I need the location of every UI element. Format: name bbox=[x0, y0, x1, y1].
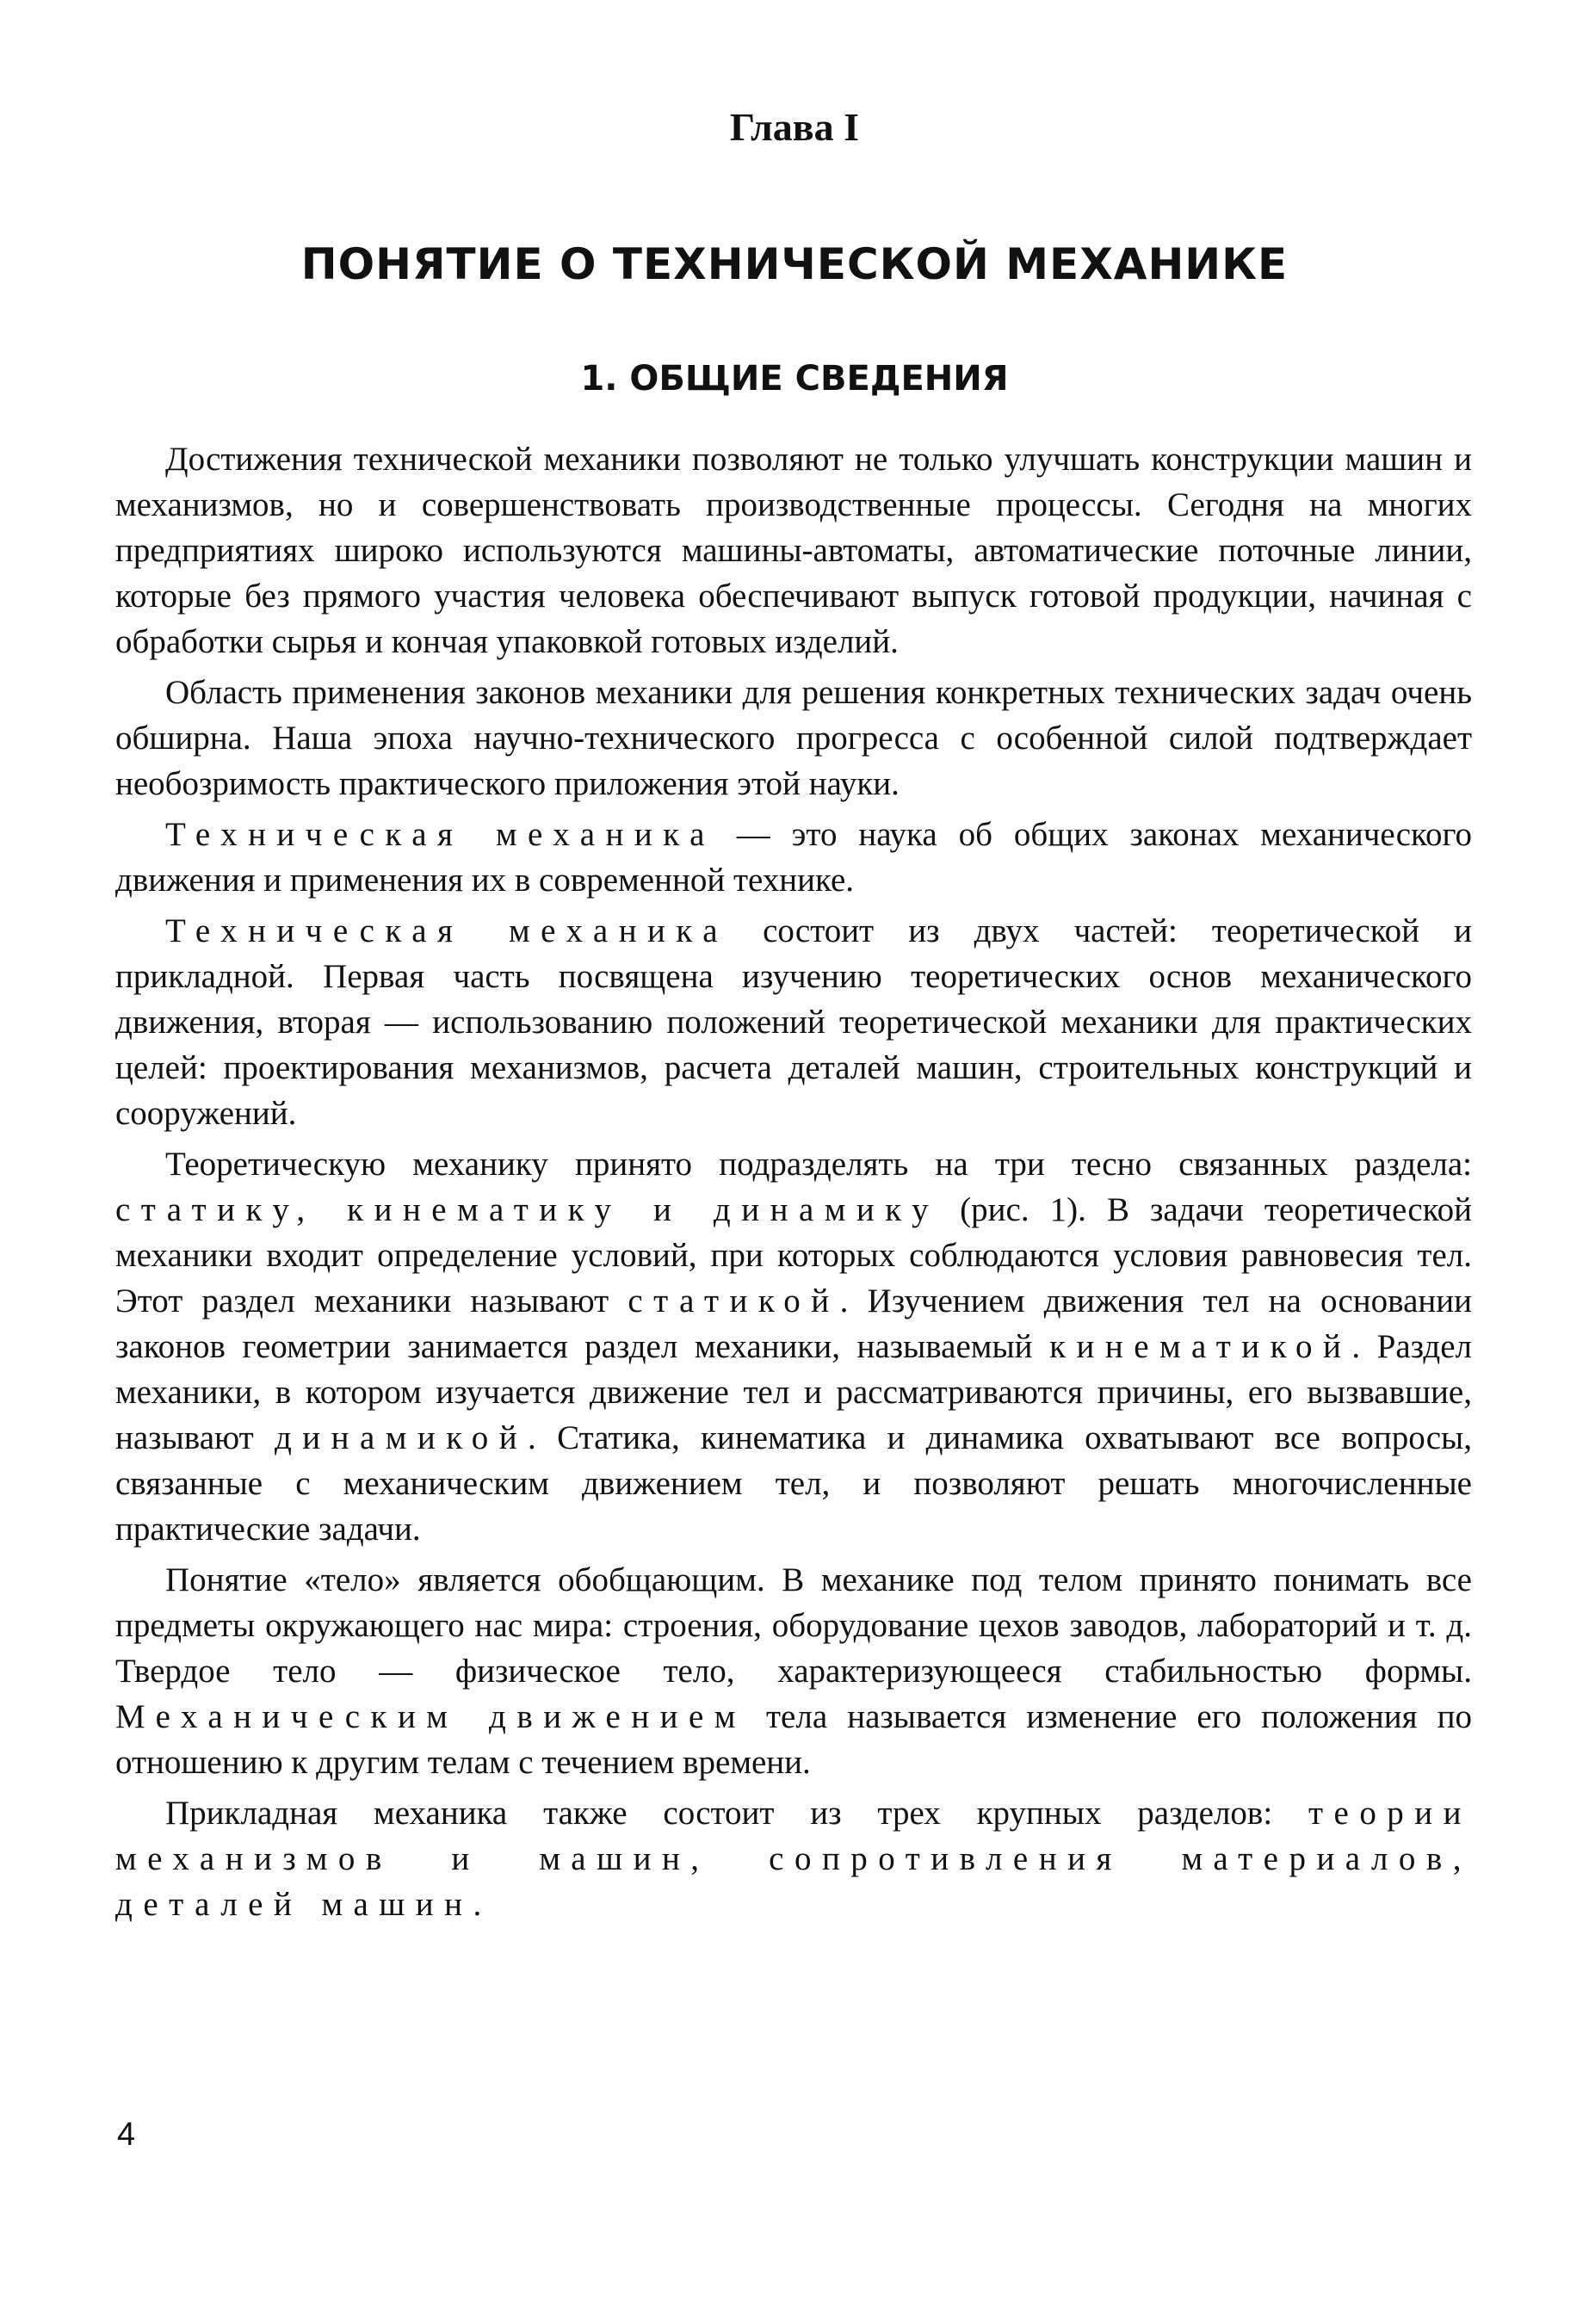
spaced-term: Техническая механика bbox=[165, 912, 729, 949]
paragraph-text: состоит из двух частей: теоретической и прикладной. Первая часть посвящена изучению теоретических основ механического движения, вторая — использованию положений теоретической механики для практических целей: проектирования механизмов, расчета деталей машин, строительных конструкций и сооружений. bbox=[115, 912, 1472, 1132]
paragraph-text: тела называется изменение его положения по отношению к другим телам с течением времени. bbox=[115, 1698, 1472, 1781]
paragraph-text: . Статика, кинематика и динамика охватывают все вопросы, связанные с механическим движением тел, и позволяют решать многочисленные практические задачи. bbox=[115, 1419, 1472, 1548]
paragraph-text: . bbox=[473, 1886, 482, 1923]
spaced-term: кинематикой bbox=[1049, 1328, 1352, 1365]
paragraph-6 bbox=[115, 1557, 1472, 1785]
paragraph-1: Достижения технической механики позволяют не только улучшать конструкции машин и механизмов, но и совершенствовать производственные процессы. Сегодня на многих предприятиях широко используются машины-автоматы, автоматические поточные линии, которые без прямого участия человека обеспечивают выпуск готовой продукции, начиная с обработки сырья и кончая упаковкой готовых изделий. bbox=[115, 441, 1472, 660]
spaced-term: статикой bbox=[628, 1283, 840, 1320]
paragraph-text: Прикладная механика также состоит из трех крупных разделов: bbox=[165, 1795, 1309, 1832]
paragraph-5 bbox=[115, 1141, 1472, 1552]
paragraph-text: (рис. 1). В задачи теоретической механики входит определение условий, при которых соблюдаются условия равновесия тел. Этот раздел механики называют bbox=[115, 1191, 1472, 1320]
paragraph-4 bbox=[115, 908, 1472, 1136]
spaced-term: Техническая механика bbox=[165, 816, 715, 853]
paragraph-text: — это наука об общих законах механического движения и применения их в современной технике. bbox=[115, 816, 1472, 899]
paragraph-text: . Раздел механики, в котором изучается движение тел и рассматриваются причины, его вызвавшие, называют bbox=[115, 1328, 1472, 1456]
spaced-term: динамикой bbox=[274, 1419, 529, 1456]
chapter-title: ПОНЯТИЕ О ТЕХНИЧЕСКОЙ МЕХАНИКЕ bbox=[300, 239, 1289, 289]
chapter-heading: Глава I bbox=[729, 105, 860, 149]
spaced-term: Механическим движением bbox=[115, 1698, 746, 1735]
paragraph-2: Область применения законов механики для решения конкретных технических задач очень обширна. Наша эпоха научно-технического прогресса с особенной силой подтверждает необозримость практического приложения этой науки. bbox=[115, 674, 1472, 802]
paragraph-text: Понятие «тело» является обобщающим. В механике под телом принято понимать все предметы окружающего нас мира: строения, оборудование цехов заводов, лабораторий и т. д. Твердое тело — физическое тело, характеризующееся стабильностью формы. bbox=[115, 1561, 1472, 1690]
paragraph-3 bbox=[115, 812, 1472, 903]
paragraph-text: . Изучением движения тел на основании законов геометрии занимается раздел механики, называемый bbox=[115, 1283, 1472, 1365]
paragraph-7 bbox=[115, 1790, 1472, 1927]
spaced-term: теории механизмов и машин, сопротивления материалов, деталей машин bbox=[115, 1795, 1472, 1923]
spaced-term: статику, кинематику и динамику bbox=[115, 1191, 940, 1228]
body-text bbox=[115, 436, 1472, 1932]
section-heading: 1. ОБЩИЕ СВЕДЕНИЯ bbox=[580, 359, 1009, 399]
page-number: 4 bbox=[117, 2117, 136, 2153]
paragraph-text: Теоретическую механику принято подразделять на три тесно связанных раздела: bbox=[165, 1146, 1472, 1183]
